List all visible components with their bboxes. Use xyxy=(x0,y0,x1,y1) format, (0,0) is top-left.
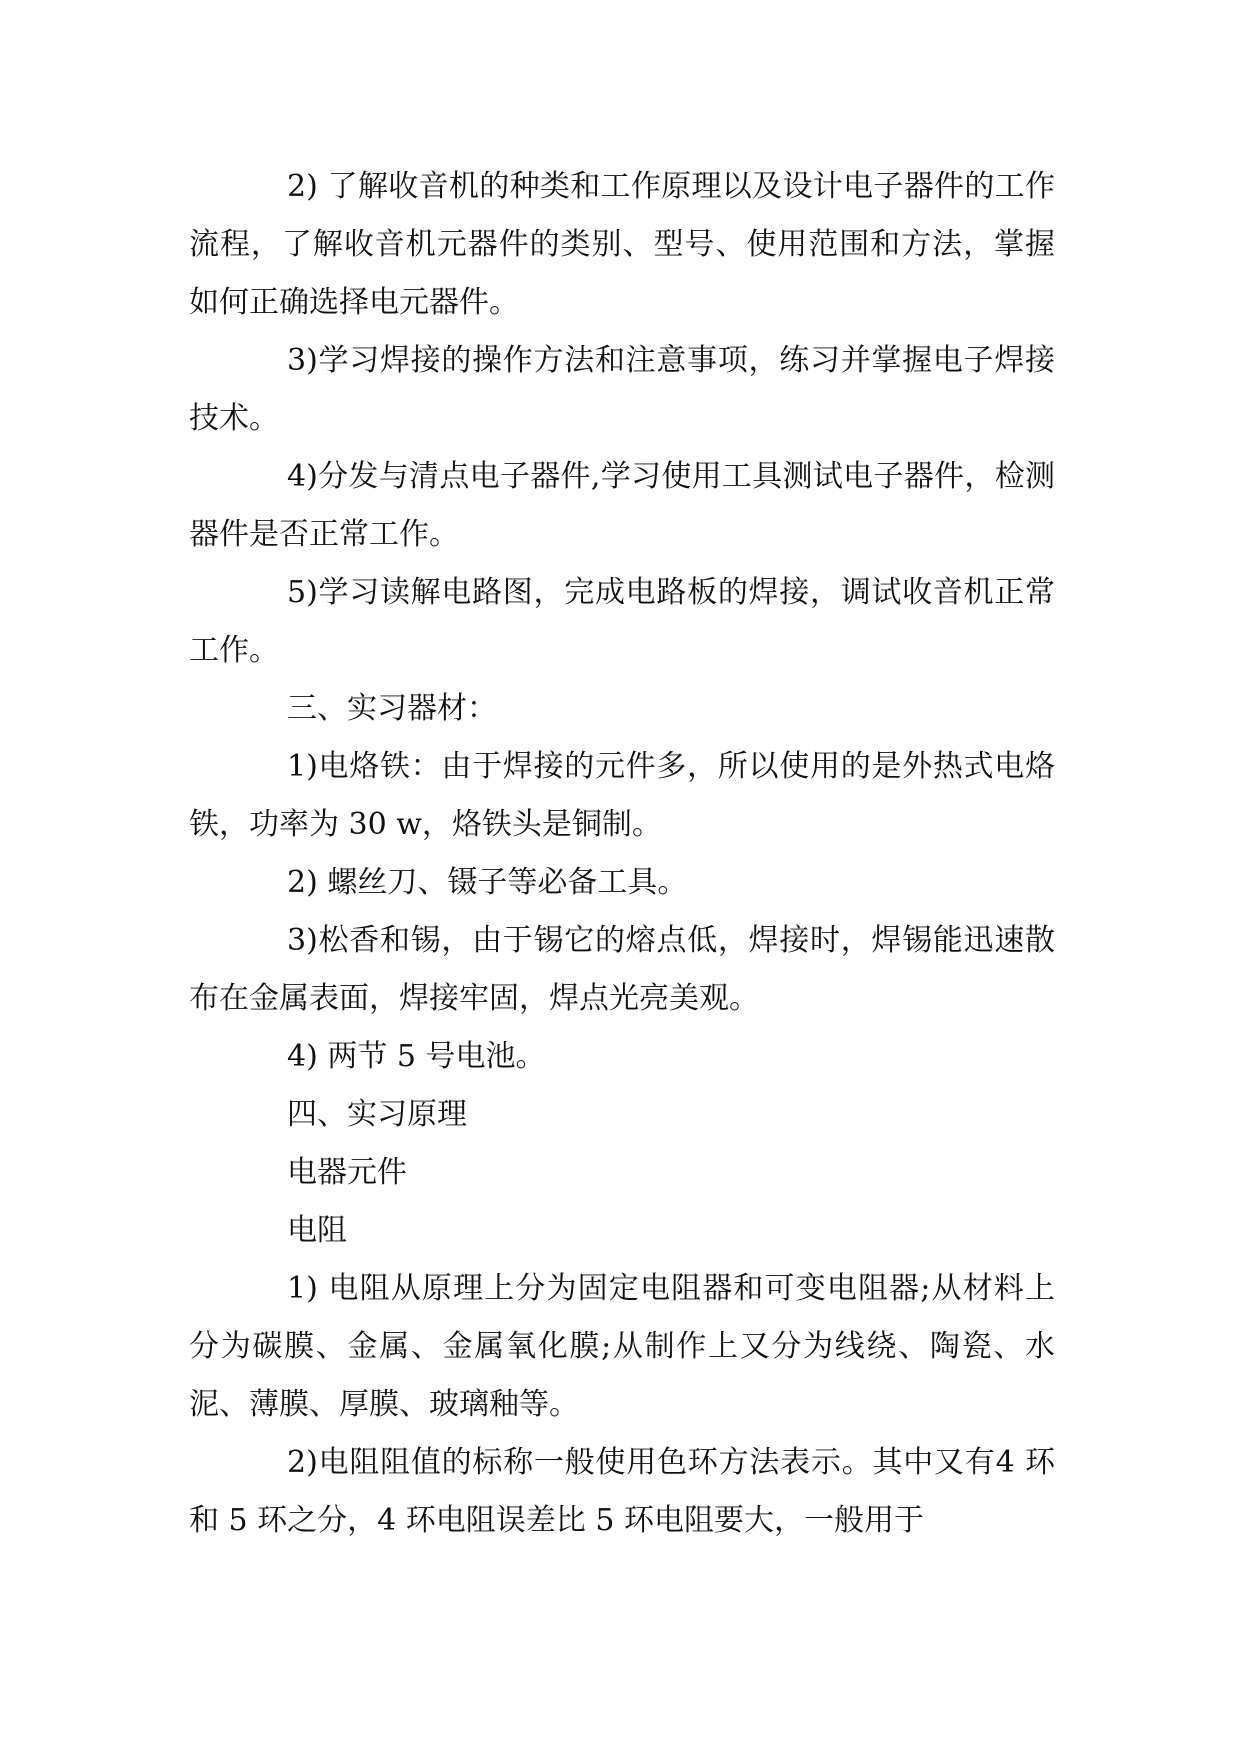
paragraph-item-2-color-bands: 2)电阻阻值的标称一般使用色环方法表示。其中又有4 环和 5 环之分，4 环电阻误差比 5 环电阻要大，一般用于 xyxy=(189,1445,1055,1538)
paragraph-item-1-resistor-types: 1) 电阻从原理上分为固定电阻器和可变电阻器;从材料上分为碳膜、金属、金属氧化膜;从制作上又分为线绕、陶瓷、水泥、薄膜、厚膜、玻璃釉等。 xyxy=(189,1271,1055,1422)
paragraph-item-5-read-circuit: 5)学习读解电路图，完成电路板的焊接，调试收音机正常工作。 xyxy=(189,575,1055,668)
paragraph-item-1-soldering-iron: 1)电烙铁：由于焊接的元件多，所以使用的是外热式电烙铁，功率为 30 w，烙铁头是铜制。 xyxy=(189,749,1055,842)
paragraph-item-2-tools: 2) 螺丝刀、镊子等必备工具。 xyxy=(287,865,688,900)
subheading-resistor: 电阻 xyxy=(287,1213,347,1248)
subheading-components: 电器元件 xyxy=(287,1155,407,1190)
paragraph-item-2-understand-radio: 2) 了解收音机的种类和工作原理以及设计电子器件的工作流程，了解收音机元器件的类别、型号、使用范围和方法，掌握如何正确选择电元器件。 xyxy=(189,169,1055,320)
paragraph-item-4-distribute-components: 4)分发与清点电子器件,学习使用工具测试电子器件，检测器件是否正常工作。 xyxy=(189,459,1055,552)
document-body xyxy=(189,158,1055,1550)
section-heading-principle: 四、实习原理 xyxy=(287,1097,467,1132)
paragraph-item-3-rosin-tin: 3)松香和锡，由于锡它的熔点低，焊接时，焊锡能迅速散布在金属表面，焊接牢固，焊点光亮美观。 xyxy=(189,923,1055,1016)
section-heading-equipment: 三、实习器材： xyxy=(287,691,497,726)
paragraph-item-4-batteries: 4) 两节 5 号电池。 xyxy=(287,1039,546,1074)
paragraph-item-3-learn-soldering: 3)学习焊接的操作方法和注意事项，练习并掌握电子焊接技术。 xyxy=(189,343,1055,436)
